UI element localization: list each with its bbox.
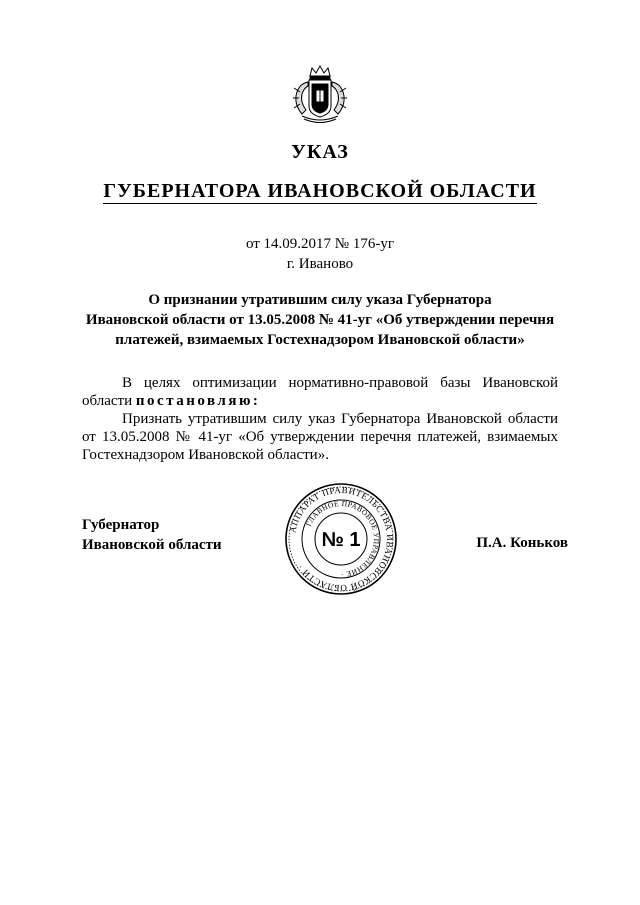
document-body [82,374,558,464]
signatory-position [82,515,222,555]
signatory-name: П.А. Коньков [476,535,568,551]
document-heading [70,290,570,350]
document-subtitle [0,180,640,203]
signatory-position-line: Ивановской области [82,537,222,553]
subtitle-text: ГУБЕРНАТОРА ИВАНОВСКОЙ ОБЛАСТИ [103,180,537,202]
official-seal-icon [284,482,398,596]
signatory-position-line: Губернатор [82,517,160,533]
body-paragraph-1-line-1: В целях оптимизации нормативно-правовой базы Ивановской [122,375,558,391]
svg-text:АППАРАТ ПРАВИТЕЛЬСТВА ИВАНОВСК: АППАРАТ ПРАВИТЕЛЬСТВА ИВАНОВСКОЙ ОБЛАСТИ · [287,484,396,594]
body-paragraph-2-line-3: Гостехнадзором Ивановской области». [82,447,329,463]
body-paragraph-2-line-1: Признать утратившим силу указ Губернатора Ивановской области [122,411,558,427]
document-city: г. Иваново [286,256,354,272]
svg-text:№ 1: № 1 [321,529,361,551]
body-paragraph-1-line-2 [82,392,558,410]
body-paragraph-2-line-2: от 13.05.2008 № 41-уг «Об утверждении перечня платежей, взимаемых [82,429,558,445]
heading-line: О признании утратившим силу указа Губернатора [148,292,492,308]
document-title: УКАЗ [291,141,349,163]
heading-line: Ивановской области от 13.05.2008 № 41-уг «Об утверждении перечня [85,312,555,328]
decree-keyword: постановляю: [135,393,261,409]
heading-line: платежей, взимаемых Гостехнадзором Ивановской области» [115,332,525,348]
svg-text:ГЛАВНОЕ ПРАВОВОЕ УПРАВЛЕНИЕ ·: ГЛАВНОЕ ПРАВОВОЕ УПРАВЛЕНИЕ · [303,498,382,580]
coat-of-arms-icon [290,62,350,124]
document-date-number: от 14.09.2017 № 176-уг [245,236,395,252]
body-text-segment: области [82,393,136,409]
